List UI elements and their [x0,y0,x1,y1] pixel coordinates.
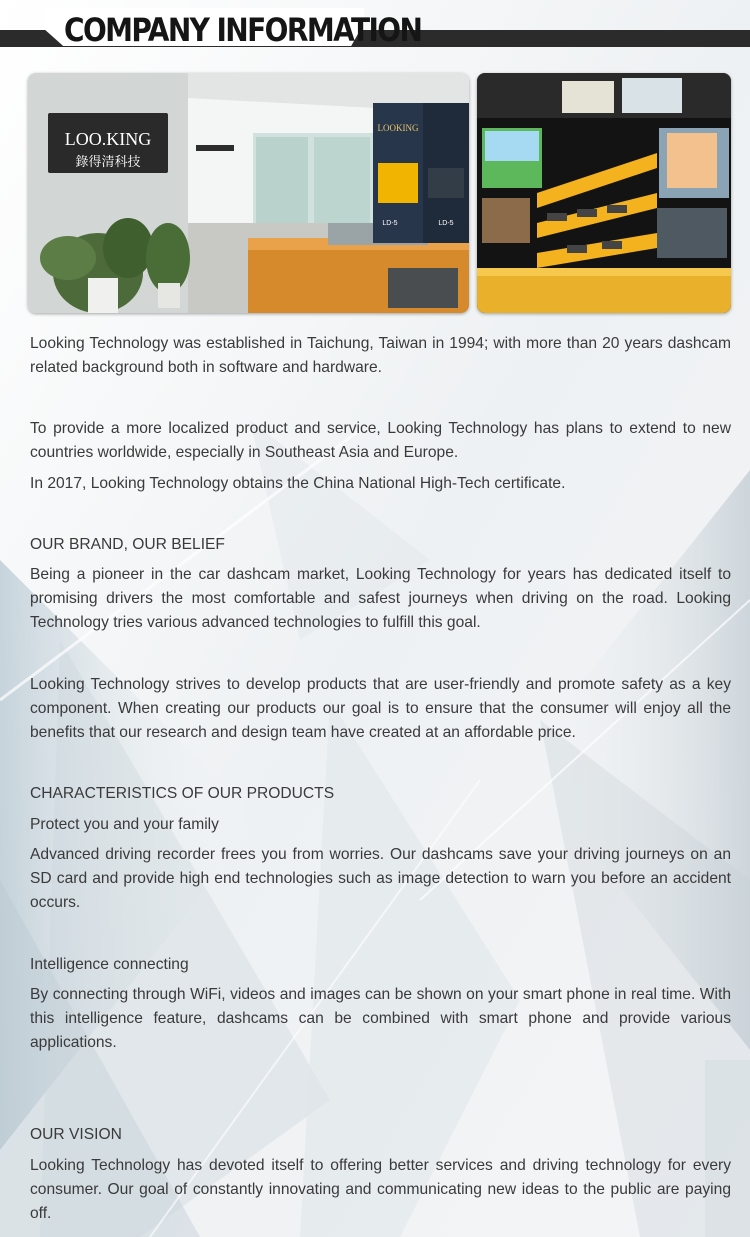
banner-model-2: LD-5 [438,220,454,227]
section-header [0,0,750,50]
vision-heading: OUR VISION [30,1126,122,1143]
office-sign-brand: LOO.KING [64,129,152,149]
banner-model-1: LD-5 [382,220,398,227]
characteristics-heading: CHARACTERISTICS OF OUR PRODUCTS [30,785,335,802]
showroom-photo [477,73,731,313]
characteristics-subheading-1: Protect you and your family [30,816,219,833]
brand-heading: OUR BRAND, OUR BELIEF [30,536,225,553]
vision-paragraph-1: Looking Technology has devoted itself to offering better services and driving technology for every consumer. Our goal of constantly innovating and communicating new ideas to the public are paying off. [30,1157,731,1222]
brand-paragraph-1: Being a pioneer in the car dashcam market, Looking Technology for years has dedicated itself to promising drivers the most comfortable and safest journeys when driving on the road. Looking Technology tries various advanced technologies to fulfill this goal. [30,566,731,631]
intro-paragraph-1: Looking Technology was established in Taichung, Taiwan in 1994; with more than 20 years dashcam related background both in software and hardware. [30,335,731,376]
banner-brand: LOOKING [377,123,419,133]
characteristics-subheading-2: Intelligence connecting [30,956,189,973]
page-title: COMPANY INFORMATION [64,11,422,49]
office-sign-chinese: 錄得清科技 [75,155,141,170]
brand-paragraph-2: Looking Technology strives to develop products that are user-friendly and promote safety as a key component. When creating our products our goal is to ensure that the consumer will enjoy all the benefits that our research and design team have created at an affordable price. [30,676,731,741]
intro-paragraph-3: In 2017, Looking Technology obtains the China National High-Tech certificate. [30,475,566,492]
office-photo [28,73,469,313]
characteristics-paragraph-1: Advanced driving recorder frees you from worries. Our dashcams save your driving journeys on an SD card and provide high end technologies such as image detection to warn you before an accident occurs. [30,846,731,911]
characteristics-paragraph-2: By connecting through WiFi, videos and images can be shown on your smart phone in real time. With this intelligence feature, dashcams can be combined with smart phone and provide various applications. [30,986,731,1051]
intro-paragraph-2: To provide a more localized product and service, Looking Technology has plans to extend to new countries worldwide, especially in Southeast Asia and Europe. [30,420,731,461]
